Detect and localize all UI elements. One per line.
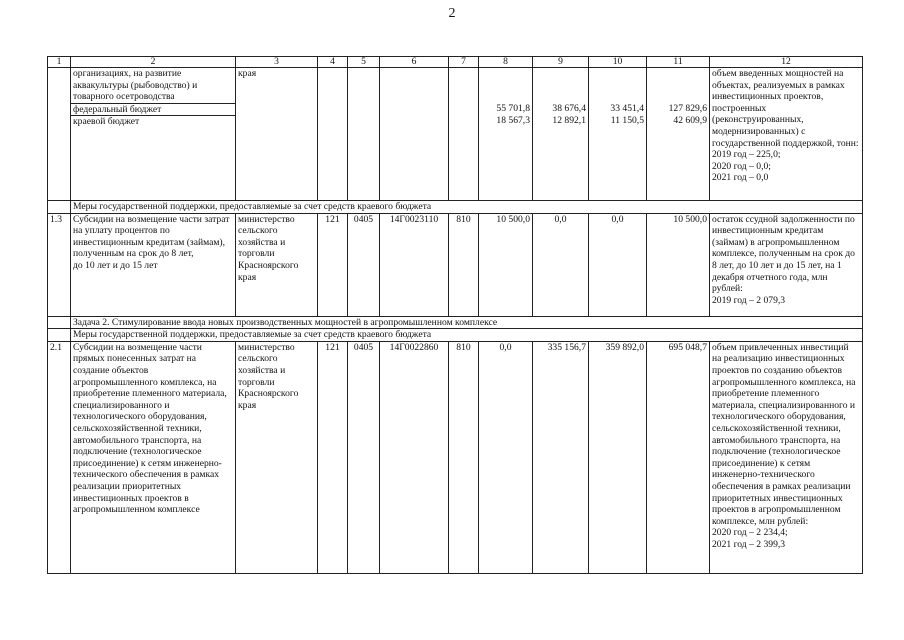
vr-cell: 810 (449, 213, 479, 316)
task-row (48, 316, 863, 329)
value-2021-cell (589, 68, 647, 201)
header-cell: 8 (479, 57, 533, 68)
regional-2020: 12 892,1 (552, 114, 586, 126)
vr-cell: 810 (449, 341, 479, 573)
value-total-cell: 10 500,0 (647, 213, 710, 316)
measure-cell (71, 68, 236, 201)
header-cell: 6 (380, 57, 449, 68)
federal-2020: 38 676,4 (552, 103, 586, 114)
regional-budget-label: краевой бюджет (73, 116, 140, 128)
value-2021-cell: 359 892,0 (589, 341, 647, 573)
measure-title: Субсидии на возмещение части затрат на уплату процентов по инвестиционным кредитам (займам), полученным на срок до 8 лет, до 10 лет и до 15 лет (71, 213, 236, 316)
federal-2019: 55 701,8 (496, 103, 530, 114)
program-table (47, 56, 863, 574)
section-heading: Меры государственной поддержки, предоставляемые за счет средств краевого бюджета (71, 329, 863, 342)
value-2019-cell: 10 500,0 (479, 213, 533, 316)
ministry-cell: министерство сельского хозяйства и торговли Красноярского края (236, 341, 318, 573)
section-heading: Меры государственной поддержки, предоставляемые за счет средств краевого бюджета (71, 201, 863, 214)
result-cell: объем привлеченных инвестиций на реализацию инвестиционных проектов по созданию объектов агропромышленного комплекса, на приобретение племенного материала, специализированного и технологического оборудования, сельскохозяйственной техники, автомобильного транспорта, на подключение (технологическое присоединение) к сетям инженерно-технического обеспечения в рамках реализации приоритетных инвестиционных проектов в агропромышленном комплексе, млн рублей: 2020 год – 2 234,4; 2021 год – 2 399,3 (710, 341, 863, 573)
grbs-cell: 121 (318, 213, 348, 316)
value-total-cell (647, 68, 710, 201)
header-cell: 1 (48, 57, 71, 68)
federal-budget-label: федеральный бюджет (71, 103, 235, 117)
value-2020-cell: 335 156,7 (533, 341, 589, 573)
page-number: 2 (448, 6, 456, 21)
regional-2019: 18 567,3 (496, 114, 530, 126)
header-cell: 4 (318, 57, 348, 68)
header-cell: 10 (589, 57, 647, 68)
header-row (48, 57, 863, 68)
table-row-continuation (48, 68, 863, 201)
regional-total: 42 609,9 (673, 114, 707, 126)
header-cell: 7 (449, 57, 479, 68)
row-number-cell (48, 68, 71, 201)
csr-cell: 14Г0022860 (380, 341, 449, 573)
header-cell: 12 (710, 57, 863, 68)
header-cell: 3 (236, 57, 318, 68)
measure-title: Субсидии на возмещение части прямых понесенных затрат на создание объектов агропромышленного комплекса, на приобретение племенного материала, специализированного и технологического оборудования, сельскохозяйственной техники, автомобильного транспорта, на подключение (технологическое присоединение) к сетям инженерно-технического обеспечения в рамках реализации приоритетных инвестиционных проектов в агропромышленном комплексе (71, 341, 236, 573)
grbs-cell: 121 (318, 341, 348, 573)
value-2020-cell: 0,0 (533, 213, 589, 316)
header-cell: 11 (647, 57, 710, 68)
regional-2021: 11 150,5 (610, 114, 644, 126)
header-cell: 9 (533, 57, 589, 68)
rzpr-cell: 0405 (348, 341, 380, 573)
value-total-cell: 695 048,7 (647, 341, 710, 573)
value-2019-cell (479, 68, 533, 201)
ministry-cell: края (236, 68, 318, 201)
header-cell: 2 (71, 57, 236, 68)
csr-cell: 14Г0023110 (380, 213, 449, 316)
ministry-cell: министерство сельского хозяйства и торговли Красноярского края (236, 213, 318, 316)
row-number-cell: 1.3 (48, 213, 71, 316)
row-number-cell: 2.1 (48, 341, 71, 573)
csr-cell (380, 68, 449, 201)
vr-cell (449, 68, 479, 201)
rzpr-cell (348, 68, 380, 201)
task-heading: Задача 2. Стимулирование ввода новых производственных мощностей в агропромышленном комплексе (71, 316, 863, 329)
table-row-1-3 (48, 213, 863, 316)
rzpr-cell: 0405 (348, 213, 380, 316)
value-2019-cell: 0,0 (479, 341, 533, 573)
value-2020-cell (533, 68, 589, 201)
value-2021-cell: 0,0 (589, 213, 647, 316)
measure-title: организациях, на развитие аквакультуры (рыбоводство) и товарного осетроводства (73, 68, 198, 103)
grbs-cell (318, 68, 348, 201)
result-cell: остаток ссудной задолженности по инвестиционным кредитам (займам) в агропромышленном комплексе, полученным на срок до 8 лет, до 10 лет и до 15 лет, на 1 декабря отчетного года, млн рублей: 2019 год – 2 079,3 (710, 213, 863, 316)
federal-total: 127 829,6 (668, 103, 707, 114)
section-row (48, 201, 863, 214)
table-row-2-1 (48, 341, 863, 573)
header-cell: 5 (348, 57, 380, 68)
federal-2021: 33 451,4 (610, 103, 644, 114)
section-row (48, 329, 863, 342)
result-cell: объем введенных мощностей на объектах, реализуемых в рамках инвестиционных проектов, построенных (реконструированных, модернизированных) с государственной поддержкой, тонн: 2019 год – 225,0; 2020 год – 0,0; 2021 год – 0,0 (710, 68, 863, 201)
